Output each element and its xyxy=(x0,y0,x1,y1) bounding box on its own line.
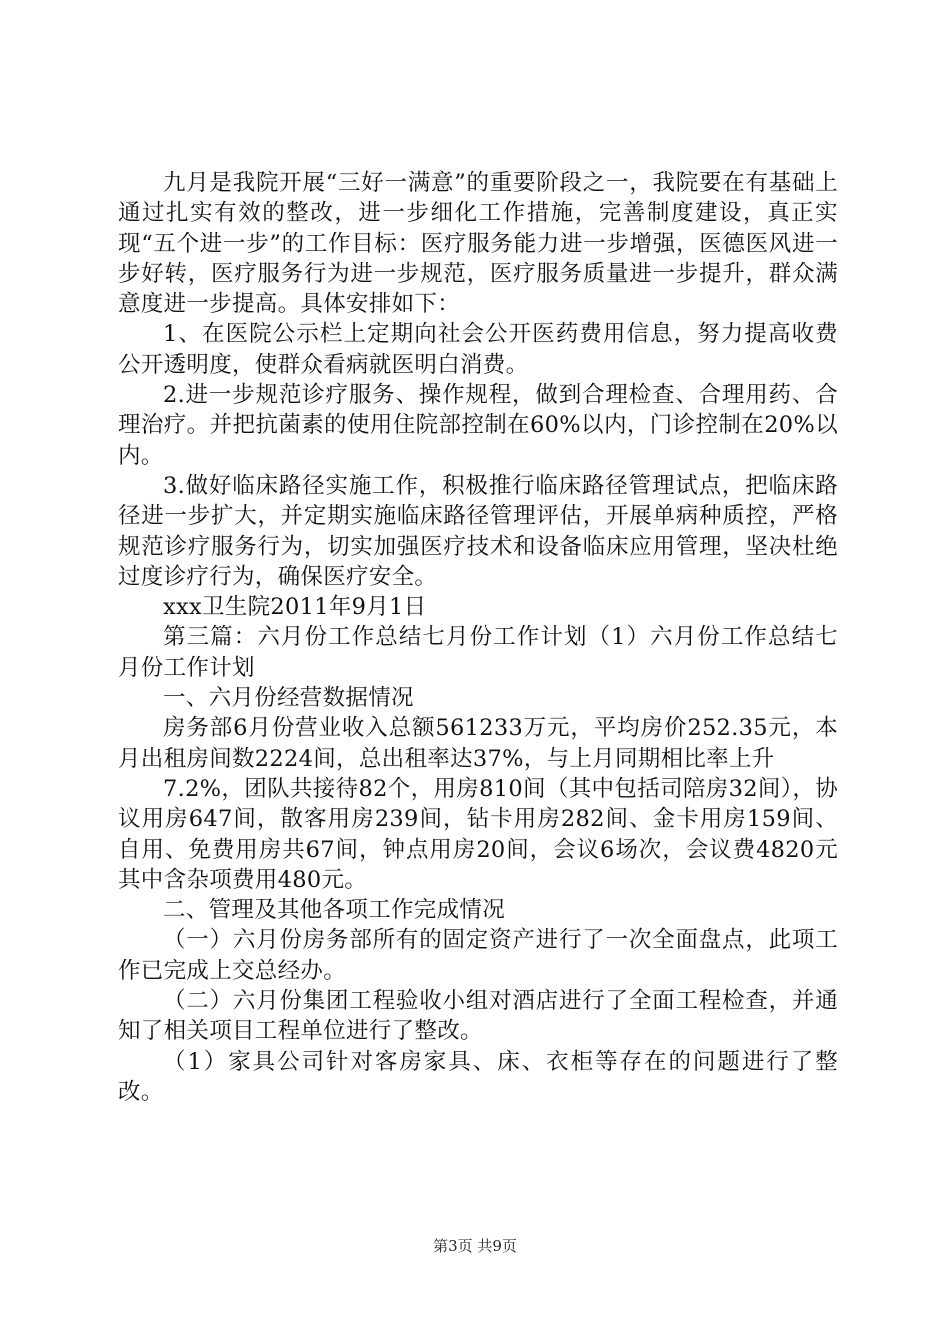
heading-1: 一、六月份经营数据情况 xyxy=(163,685,414,712)
heading-2: 二、管理及其他各项工作完成情况 xyxy=(163,897,506,924)
paragraph-2: 1、在医院公示栏上定期向社会公开医药费用信息，努力提高收费公开透明度，使群众看病就医明白消费。 xyxy=(118,321,838,378)
page-number-footer: 第3页 共9页 xyxy=(433,1237,517,1255)
paragraph-9: （1）家具公司针对客房家具、床、衣柜等存在的问题进行了整改。 xyxy=(118,1048,838,1105)
paragraph-6: 7.2%，团队共接待82个，用房810间（其中包括司陪房32间），协议用房647间，散客用房239间，钻卡用房282间、金卡用房159间、自用、免费用房共67间，钟点用房20间，会议6场次，会议费4820元其中含杂项费用480元。 xyxy=(118,775,838,893)
signature-date-line: xxx卫生院2011年9月1日 xyxy=(163,594,427,621)
paragraph-4: 3.做好临床路径实施工作，积极推行临床路径管理试点，把临床路径进一步扩大，并定期实施临床路径管理评估，开展单病种质控，严格规范诊疗服务行为，切实加强医疗技术和设备临床应用管理，坚决杜绝过度诊疗行为，确保医疗安全。 xyxy=(118,472,838,590)
paragraph-3: 2.进一步规范诊疗服务、操作规程，做到合理检查、合理用药、合理治疗。并把抗菌素的使用住院部控制在60%以内，门诊控制在20%以内。 xyxy=(118,382,838,469)
paragraph-5: 房务部6月份营业收入总额561233万元，平均房价252.35元，本月出租房间数2224间，总出租率达37%，与上月同期相比率上升 xyxy=(118,715,838,772)
paragraph-1: 九月是我院开展“三好一满意”的重要阶段之一，我院要在有基础上通过扎实有效的整改，进一步细化工作措施，完善制度建设，真正实现“五个进一步”的工作目标：医疗服务能力进一步增强，医德医风进一步好转，医疗服务行为进一步规范，医疗服务质量进一步提升，群众满意度进一步提高。具体安排如下： xyxy=(118,170,838,318)
paragraph-8: （二）六月份集团工程验收小组对酒店进行了全面工程检查，并通知了相关项目工程单位进行了整改。 xyxy=(118,988,838,1045)
section-title: 第三篇：六月份工作总结七月份工作计划（1）六月份工作总结七月份工作计划 xyxy=(118,624,838,681)
document-body xyxy=(118,168,838,1107)
paragraph-7: （一）六月份房务部所有的固定资产进行了一次全面盘点，此项工作已完成上交总经办。 xyxy=(118,927,838,984)
